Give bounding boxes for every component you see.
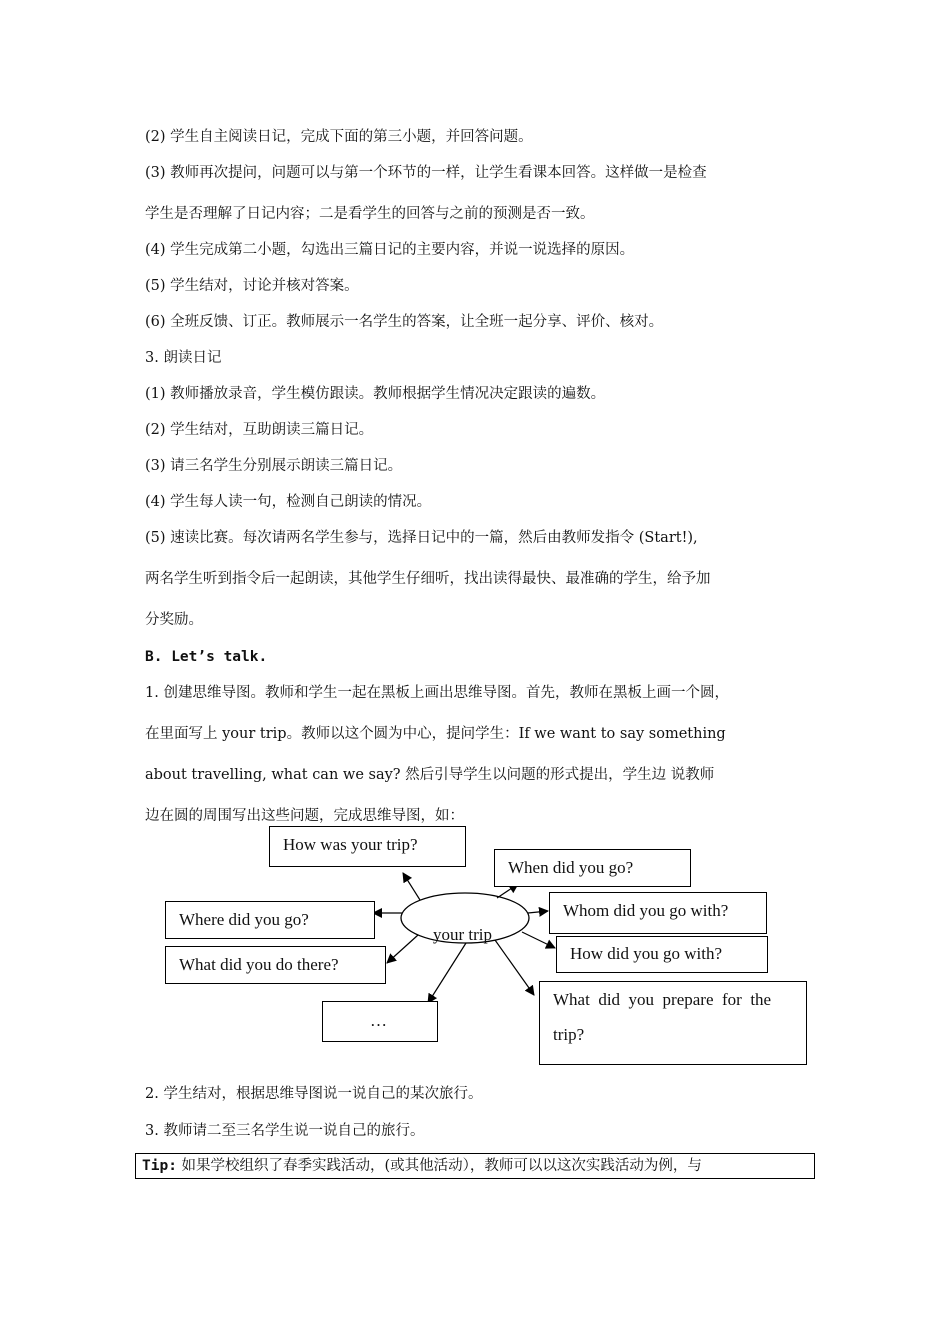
arrow-how-go — [522, 932, 555, 948]
paragraph-line: 学生是否理解了日记内容；二是看学生的回答与之前的预测是否一致。 — [145, 206, 595, 222]
section-heading: B. Let’s talk. — [145, 649, 268, 665]
paragraph-line: 分奖励。 — [145, 612, 203, 628]
question-box-how-go — [556, 936, 768, 973]
arrow-how-was — [403, 873, 420, 900]
paragraph-line: 边在圆的周围写出这些问题，完成思维导图，如： — [145, 808, 464, 824]
question-text: Where did you go? — [179, 910, 309, 929]
question-text: What did you do there? — [179, 955, 339, 974]
question-box-whom — [549, 892, 767, 934]
question-text: How did you go with? — [570, 944, 723, 963]
question-box-where — [165, 901, 375, 939]
question-box-what-do — [165, 946, 386, 984]
paragraph-line: (3) 请三名学生分别展示朗读三篇日记。 — [145, 458, 403, 474]
question-box-how-was — [269, 826, 466, 867]
arrow-ellipsis — [428, 943, 466, 1003]
question-text: Whom did you go with? — [563, 901, 729, 920]
paragraph-line: about travelling, what can we say? 然后引导学生以问题的形式提出，学生边 说教师 — [145, 767, 715, 783]
section-heading: 3. 朗读日记 — [145, 350, 222, 366]
paragraph-line: (4) 学生完成第二小题，勾选出三篇日记的主要内容，并说一说选择的原因。 — [145, 242, 635, 258]
question-text: trip? — [553, 1025, 585, 1044]
arrow-whom — [528, 911, 548, 913]
question-box-ellipsis — [322, 1001, 438, 1042]
paragraph-line: 3. 教师请二至三名学生说一说自己的旅行。 — [145, 1123, 425, 1139]
question-text: What did you prepare for the — [553, 990, 772, 1009]
arrow-what-do — [387, 935, 418, 963]
paragraph-line: 2. 学生结对，根据思维导图说一说自己的某次旅行。 — [145, 1086, 483, 1102]
paragraph-line: (2) 学生结对，互助朗读三篇日记。 — [145, 422, 374, 438]
tip-label: Tip: — [142, 1158, 177, 1174]
tip-text: 如果学校组织了春季实践活动，(或其他活动），教师可以以这次实践活动为例，与 — [176, 1158, 702, 1174]
paragraph-line: (5) 学生结对，讨论并核对答案。 — [145, 278, 359, 294]
question-box-prepare — [539, 981, 807, 1065]
question-box-when — [494, 849, 691, 887]
paragraph-line: 1. 创建思维导图。教师和学生一起在黑板上画出思维导图。首先，教师在黑板上画一个圆， — [145, 685, 729, 701]
center-label: your trip — [433, 925, 493, 944]
arrow-prepare — [495, 940, 534, 995]
tip-box — [135, 1153, 815, 1179]
paragraph-line: (2) 学生自主阅读日记，完成下面的第三小题，并回答问题。 — [145, 129, 533, 145]
question-text: How was your trip? — [283, 835, 418, 854]
paragraph-line: 两名学生听到指令后一起朗读，其他学生仔细听，找出读得最快、最准确的学生，给予加 — [145, 571, 711, 587]
paragraph-line: (5) 速读比赛。每次请两名学生参与，选择日记中的一篇，然后由教师发指令 (Start!), — [145, 530, 698, 546]
paragraph-line: (3) 教师再次提问，问题可以与第一个环节的一样，让学生看课本回答。这样做一是检查 — [145, 165, 707, 181]
question-text: … — [370, 1011, 387, 1030]
paragraph-line: (6) 全班反馈、订正。教师展示一名学生的答案，让全班一起分享、评价、核对。 — [145, 314, 664, 330]
paragraph-line: (1) 教师播放录音，学生模仿跟读。教师根据学生情况决定跟读的遍数。 — [145, 386, 606, 402]
question-text: When did you go? — [508, 858, 634, 877]
paragraph-line: 在里面写上 your trip。教师以这个圆为中心，提问学生：If we want to say something — [145, 726, 726, 742]
paragraph-line: (4) 学生每人读一句，检测自己朗读的情况。 — [145, 494, 432, 510]
